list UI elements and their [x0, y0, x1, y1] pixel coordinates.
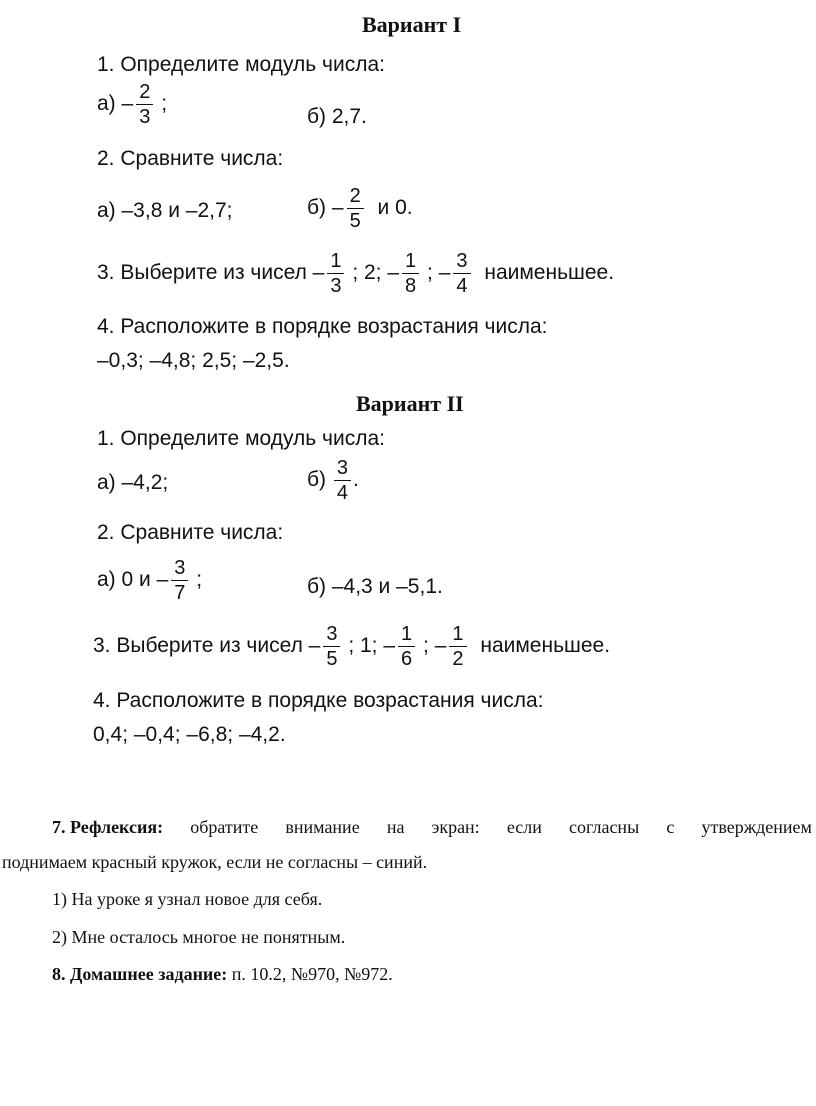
v2-q2-a-fraction [171, 558, 188, 603]
v1-q1-a-fraction [136, 82, 153, 127]
fraction-denominator: 5 [326, 648, 338, 670]
reflection-item-2: 2) Мне осталось многое не понятным. [52, 927, 346, 947]
v1-q3-mid2: ; [427, 261, 433, 285]
reflection-line-1 [52, 818, 812, 836]
v2-q2-a-sign: – [156, 568, 169, 592]
fraction-denominator: 8 [405, 275, 417, 297]
fraction-numerator: 3 [323, 624, 340, 647]
fraction-denominator: 2 [452, 648, 464, 670]
reflection-word: с [666, 817, 675, 837]
fraction-denominator: 3 [139, 106, 151, 128]
v2-q3-fraction-3 [449, 624, 466, 669]
reflection-word: внимание [285, 817, 360, 837]
v1-q3 [97, 251, 614, 296]
v1-q3-text: 3. Выберите из чисел [97, 261, 307, 285]
v2-q4-text: 4. Расположите в порядке возрастания числа: [93, 689, 544, 712]
v1-q4-text: 4. Расположите в порядке возрастания числа: [97, 315, 548, 338]
v1-q1-a-label: а) [97, 92, 116, 116]
fraction-numerator: 2 [347, 186, 364, 209]
fraction-numerator: 1 [398, 624, 415, 647]
homework-line [52, 965, 393, 983]
v2-q3-fraction-2 [398, 624, 415, 669]
v1-q2-b [307, 186, 413, 231]
v2-q2-text: 2. Сравните числа: [97, 521, 284, 544]
v1-q2-a: а) –3,8 и –2,7; [97, 199, 233, 222]
fraction-denominator: 5 [349, 210, 361, 232]
v1-q2-b-after: и 0. [377, 196, 413, 220]
v2-q4-numbers: 0,4; –0,4; –6,8; –4,2. [93, 723, 286, 746]
v2-q3-fraction-1 [323, 624, 340, 669]
minus-sign: – [438, 261, 451, 285]
homework-text: п. 10.2, №970, №972. [231, 964, 393, 984]
reflection-word: утверждением [701, 817, 812, 837]
reflection-word: на [386, 817, 405, 837]
minus-sign: – [383, 634, 396, 658]
v1-q1-a [97, 82, 167, 127]
reflection-word: если [506, 817, 542, 837]
v1-q1-a-sign: – [121, 92, 134, 116]
fraction-numerator: 1 [449, 624, 466, 647]
v1-q2-b-label: б) [307, 196, 327, 220]
v1-q2-text: 2. Сравните числа: [97, 147, 284, 170]
v2-q3-mid1: ; 1; [348, 634, 378, 658]
v2-q2-b: б) –4,3 и –5,1. [307, 575, 443, 598]
fraction-denominator: 4 [336, 482, 348, 504]
fraction-denominator: 7 [174, 582, 186, 604]
v1-q2-b-fraction [347, 186, 364, 231]
v1-q3-mid1: ; 2; [352, 261, 382, 285]
v2-q3-mid2: ; [423, 634, 429, 658]
fraction-numerator: 2 [136, 82, 153, 105]
reflection-item-1: 1) На уроке я узнал новое для себя. [52, 889, 323, 909]
fraction-numerator: 1 [327, 251, 344, 274]
v1-q1-a-after: ; [161, 92, 168, 116]
minus-sign: – [434, 634, 447, 658]
v1-q3-fraction-1 [327, 251, 344, 296]
minus-sign: – [308, 634, 321, 658]
v1-q3-fraction-2 [402, 251, 419, 296]
fraction-numerator: 3 [453, 251, 470, 274]
v2-q2-a [97, 558, 202, 603]
reflection-word: согласны [569, 817, 640, 837]
v2-q1-b-label: б) [307, 468, 327, 492]
fraction-numerator: 3 [171, 558, 188, 581]
homework-heading: 8. Домашнее задание: [52, 964, 228, 984]
reflection-line-2: поднимаем красный кружок, если не согласны – синий. [2, 852, 428, 872]
v2-q1-text: 1. Определите модуль числа: [97, 427, 385, 450]
v1-q1-b: б) 2,7. [307, 105, 367, 128]
v2-q1-b [307, 458, 359, 503]
v2-q1-a: а) –4,2; [97, 471, 169, 494]
v1-q1-text: 1. Определите модуль числа: [97, 53, 385, 76]
fraction-numerator: 3 [334, 458, 351, 481]
v1-q3-end: наименьшее. [484, 261, 615, 285]
v1-q3-fraction-3 [453, 251, 470, 296]
reflection-word: экран: [431, 817, 480, 837]
fraction-denominator: 6 [401, 648, 413, 670]
v2-q2-a-label: а) 0 и [97, 568, 151, 592]
fraction-denominator: 3 [330, 275, 342, 297]
minus-sign: – [312, 261, 325, 285]
variant-2-title: Вариант II [356, 391, 464, 416]
v2-q1-b-fraction [334, 458, 351, 503]
v2-q3 [93, 624, 610, 669]
v2-q3-text: 3. Выберите из чисел [93, 634, 303, 658]
reflection-heading: 7. Рефлексия: [52, 817, 164, 837]
reflection-word: обратите [190, 817, 259, 837]
v1-q4-numbers: –0,3; –4,8; 2,5; –2,5. [97, 349, 290, 372]
v2-q2-a-after: ; [196, 568, 203, 592]
v2-q3-end: наименьшее. [480, 634, 611, 658]
fraction-denominator: 4 [456, 275, 468, 297]
variant-1-title: Вариант I [362, 12, 462, 37]
fraction-numerator: 1 [402, 251, 419, 274]
v1-q2-b-sign: – [331, 196, 344, 220]
minus-sign: – [387, 261, 400, 285]
v2-q1-b-after: . [353, 468, 359, 492]
